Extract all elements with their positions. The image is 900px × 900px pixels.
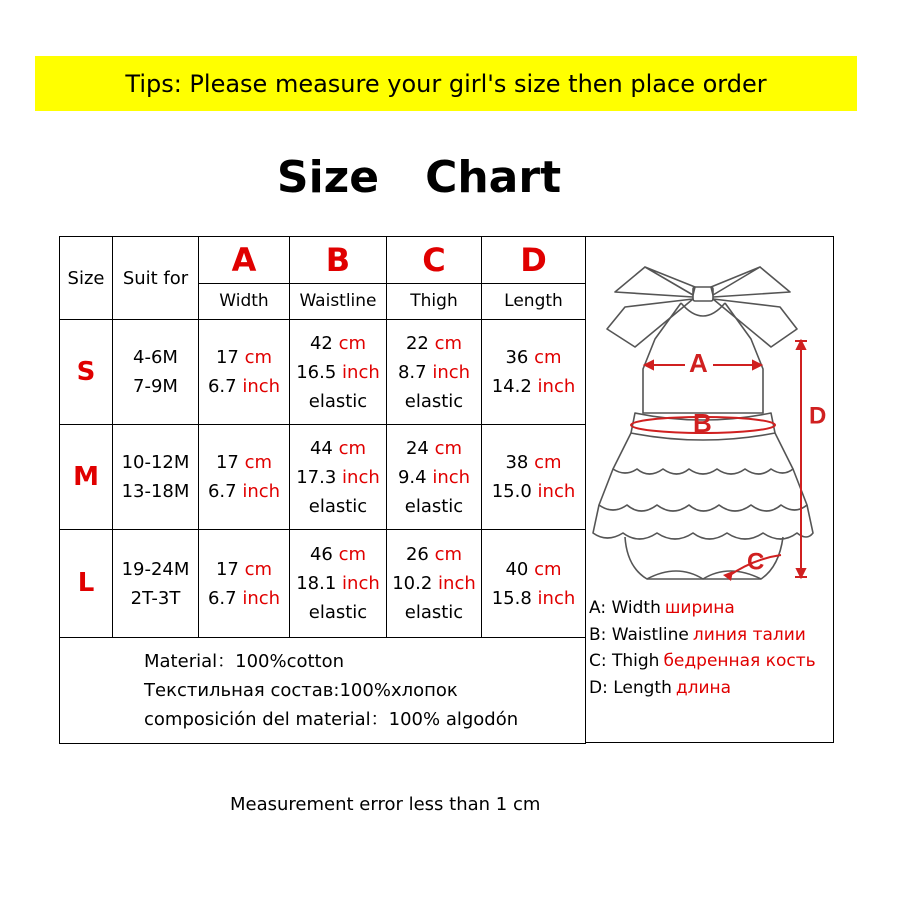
value-cm: 22 <box>405 332 429 354</box>
measurement-legend <box>589 595 816 701</box>
value-cm: 26 <box>405 544 429 565</box>
value-cm: 44 <box>309 437 333 459</box>
row-size: L <box>60 530 113 638</box>
material-line: Material：100%cotton <box>144 651 345 672</box>
unit: cm <box>338 437 367 459</box>
value-cm: 40 <box>505 558 529 580</box>
elastic-note: elastic <box>308 602 368 623</box>
label-b: B <box>693 407 712 438</box>
material-line: Текстильная состав:100%хлопок <box>144 680 458 701</box>
cell-b <box>290 425 387 530</box>
unit: inch <box>537 481 576 502</box>
cell-c <box>387 425 482 530</box>
cell-d <box>482 530 586 638</box>
unit: inch <box>242 481 281 502</box>
row-size: M <box>60 425 113 530</box>
tips-banner <box>35 56 857 111</box>
size-table <box>59 236 586 744</box>
material-line: composición del material：100% algodón <box>144 709 519 730</box>
value-inch: 16.5 <box>296 361 337 383</box>
romper-dress-icon <box>585 237 833 597</box>
label-a: A <box>689 347 708 378</box>
value-cm: 42 <box>309 332 333 354</box>
suit-line: 4-6M <box>133 347 178 368</box>
legend-item <box>589 622 816 649</box>
unit: inch <box>342 573 380 594</box>
col-b-label: Waistline <box>290 284 387 320</box>
col-d-label: Length <box>482 284 586 320</box>
value-cm: 38 <box>505 452 529 473</box>
col-a-label: Width <box>199 284 290 320</box>
unit: inch <box>342 361 380 383</box>
unit: inch <box>432 466 471 488</box>
value-inch: 6.7 <box>207 481 237 502</box>
elastic-note: elastic <box>308 495 368 517</box>
col-d-letter: D <box>482 237 586 284</box>
table-row <box>60 320 586 425</box>
unit: inch <box>242 587 281 609</box>
unit: cm <box>534 347 562 368</box>
value-cm: 36 <box>505 347 529 368</box>
cell-a <box>199 530 290 638</box>
diagram-panel <box>585 236 834 743</box>
legend-item <box>589 595 816 622</box>
cell-c <box>387 320 482 425</box>
unit: inch <box>537 587 576 609</box>
tips-text: Tips: Please measure your girl's size then place order <box>125 69 767 98</box>
cell-a <box>199 425 290 530</box>
cell-b <box>290 530 387 638</box>
value-cm: 17 <box>215 452 239 473</box>
value-cm: 17 <box>215 558 239 580</box>
unit: inch <box>242 376 281 397</box>
table-row <box>60 425 586 530</box>
label-d: D <box>809 402 827 430</box>
cell-d <box>482 425 586 530</box>
legend-translation: ширина <box>664 598 735 618</box>
value-inch: 14.2 <box>491 376 532 397</box>
unit: inch <box>537 376 576 397</box>
cell-a <box>199 320 290 425</box>
value-inch: 10.2 <box>392 573 433 594</box>
suit-header: Suit for <box>113 237 199 320</box>
unit: cm <box>434 544 463 565</box>
elastic-note: elastic <box>404 495 464 517</box>
value-cm: 46 <box>309 544 333 565</box>
col-a-letter: A <box>199 237 290 284</box>
value-inch: 15.8 <box>491 587 532 609</box>
value-inch: 15.0 <box>491 481 532 502</box>
unit: cm <box>244 558 273 580</box>
suit-line: 19-24M <box>121 558 190 580</box>
suit-line: 7-9M <box>133 376 178 397</box>
unit: cm <box>244 347 273 368</box>
unit: cm <box>534 452 562 473</box>
table-row <box>60 530 586 638</box>
legend-translation: длина <box>675 677 732 698</box>
unit: cm <box>434 437 463 459</box>
footer-note: Measurement error less than 1 cm <box>230 794 541 815</box>
value-inch: 17.3 <box>296 466 337 488</box>
legend-key: A: Width <box>589 598 661 618</box>
elastic-note: elastic <box>404 602 464 623</box>
value-cm: 17 <box>215 347 239 368</box>
value-inch: 6.7 <box>207 587 237 609</box>
row-suit <box>113 530 199 638</box>
suit-line: 2T-3T <box>130 587 181 609</box>
elastic-note: elastic <box>404 390 464 412</box>
size-header: Size <box>60 237 113 320</box>
legend-key: D: Length <box>589 677 672 698</box>
suit-line: 13-18M <box>121 481 190 502</box>
row-suit <box>113 320 199 425</box>
col-c-letter: C <box>387 237 482 284</box>
unit: cm <box>434 332 463 354</box>
legend-item <box>589 648 816 675</box>
unit: cm <box>338 544 367 565</box>
value-inch: 6.7 <box>207 376 237 397</box>
value-inch: 18.1 <box>296 573 337 594</box>
unit: inch <box>432 361 471 383</box>
value-inch: 9.4 <box>397 466 427 488</box>
value-cm: 24 <box>405 437 429 459</box>
legend-key: B: Waistline <box>589 624 689 645</box>
unit: cm <box>534 558 562 580</box>
suit-line: 10-12M <box>121 452 190 473</box>
label-c: C <box>747 548 765 576</box>
legend-translation: линия талии <box>692 624 806 645</box>
legend-translation: бедренная кость <box>663 651 816 671</box>
unit: cm <box>338 332 367 354</box>
cell-b <box>290 320 387 425</box>
row-size: S <box>60 320 113 425</box>
page-title: Size Chart <box>276 152 562 203</box>
legend-key: C: Thigh <box>589 651 660 671</box>
elastic-note: elastic <box>308 390 368 412</box>
unit: cm <box>244 452 273 473</box>
cell-c <box>387 530 482 638</box>
unit: inch <box>342 466 380 488</box>
cell-d <box>482 320 586 425</box>
legend-item <box>589 675 816 702</box>
col-b-letter: B <box>290 237 387 284</box>
material-info <box>60 638 586 744</box>
value-inch: 8.7 <box>397 361 427 383</box>
unit: inch <box>438 573 476 594</box>
row-suit <box>113 425 199 530</box>
col-c-label: Thigh <box>387 284 482 320</box>
